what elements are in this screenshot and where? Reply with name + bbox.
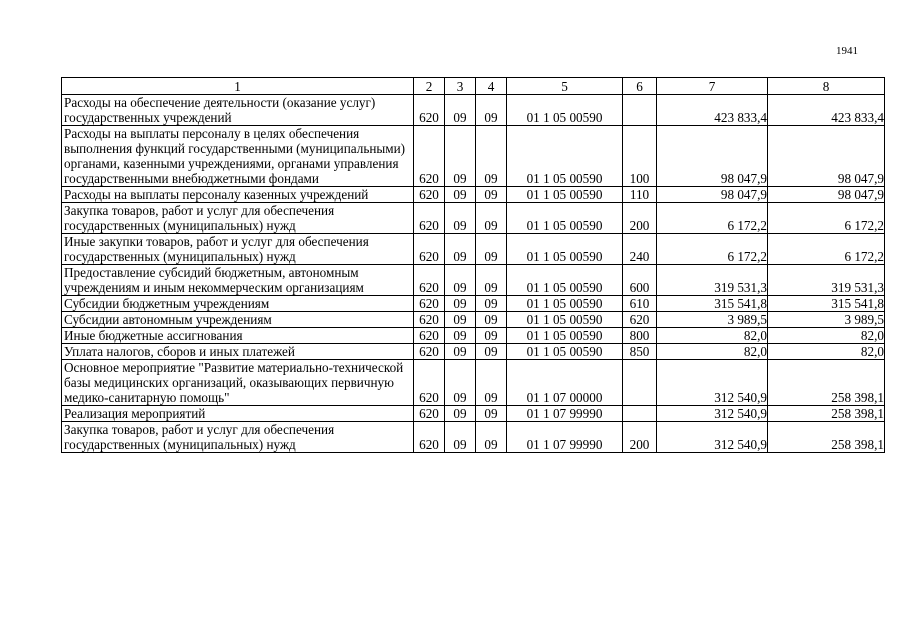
cell-description: Иные бюджетные ассигнования (62, 328, 414, 344)
cell-amount-year1: 82,0 (657, 344, 768, 360)
table-row (62, 422, 885, 453)
cell-subsection: 09 (476, 422, 507, 453)
cell-subsection: 09 (476, 406, 507, 422)
cell-description: Расходы на выплаты персоналу казенных учреждений (62, 187, 414, 203)
cell-amount-year2: 98 047,9 (768, 126, 885, 187)
cell-amount-year1: 312 540,9 (657, 422, 768, 453)
cell-expense-type (623, 360, 657, 406)
table-row (62, 406, 885, 422)
cell-expense-type: 800 (623, 328, 657, 344)
cell-amount-year2: 3 989,5 (768, 312, 885, 328)
cell-target-article: 01 1 05 00590 (507, 328, 623, 344)
cell-amount-year2: 423 833,4 (768, 95, 885, 126)
header-cell: 3 (445, 78, 476, 95)
cell-section: 09 (445, 344, 476, 360)
cell-ministry-code: 620 (414, 422, 445, 453)
cell-description: Закупка товаров, работ и услуг для обеспечения государственных (муниципальных) нужд (62, 203, 414, 234)
cell-subsection: 09 (476, 344, 507, 360)
cell-amount-year1: 6 172,2 (657, 203, 768, 234)
table-row (62, 203, 885, 234)
cell-section: 09 (445, 234, 476, 265)
cell-subsection: 09 (476, 234, 507, 265)
cell-expense-type: 240 (623, 234, 657, 265)
cell-amount-year2: 6 172,2 (768, 234, 885, 265)
cell-description: Предоставление субсидий бюджетным, автономным учреждениям и иным некоммерческим организациям (62, 265, 414, 296)
header-cell: 6 (623, 78, 657, 95)
cell-amount-year1: 315 541,8 (657, 296, 768, 312)
cell-ministry-code: 620 (414, 203, 445, 234)
cell-section: 09 (445, 203, 476, 234)
cell-section: 09 (445, 422, 476, 453)
cell-subsection: 09 (476, 126, 507, 187)
cell-ministry-code: 620 (414, 126, 445, 187)
cell-description: Закупка товаров, работ и услуг для обеспечения государственных (муниципальных) нужд (62, 422, 414, 453)
table-row (62, 187, 885, 203)
cell-description: Субсидии бюджетным учреждениям (62, 296, 414, 312)
cell-subsection: 09 (476, 296, 507, 312)
page-number: 1941 (836, 45, 858, 57)
cell-amount-year2: 6 172,2 (768, 203, 885, 234)
table-row (62, 328, 885, 344)
cell-target-article: 01 1 05 00590 (507, 95, 623, 126)
cell-amount-year2: 98 047,9 (768, 187, 885, 203)
cell-amount-year2: 82,0 (768, 344, 885, 360)
header-cell: 2 (414, 78, 445, 95)
cell-amount-year1: 98 047,9 (657, 187, 768, 203)
cell-target-article: 01 1 05 00590 (507, 312, 623, 328)
cell-expense-type: 610 (623, 296, 657, 312)
header-cell: 7 (657, 78, 768, 95)
cell-section: 09 (445, 328, 476, 344)
cell-description: Субсидии автономным учреждениям (62, 312, 414, 328)
cell-ministry-code: 620 (414, 328, 445, 344)
cell-ministry-code: 620 (414, 344, 445, 360)
cell-target-article: 01 1 05 00590 (507, 126, 623, 187)
cell-target-article: 01 1 05 00590 (507, 234, 623, 265)
table-row (62, 126, 885, 187)
cell-expense-type: 620 (623, 312, 657, 328)
table-row (62, 95, 885, 126)
cell-amount-year2: 258 398,1 (768, 360, 885, 406)
cell-expense-type (623, 406, 657, 422)
cell-subsection: 09 (476, 360, 507, 406)
cell-subsection: 09 (476, 95, 507, 126)
header-cell: 8 (768, 78, 885, 95)
cell-target-article: 01 1 05 00590 (507, 296, 623, 312)
cell-description: Расходы на выплаты персоналу в целях обеспечения выполнения функций государственными (муниципальными) органами, казенными учреждениями, органами управления государственными внебюджетными фондами (62, 126, 414, 187)
cell-target-article: 01 1 05 00590 (507, 203, 623, 234)
cell-expense-type: 200 (623, 422, 657, 453)
cell-ministry-code: 620 (414, 265, 445, 296)
cell-ministry-code: 620 (414, 360, 445, 406)
cell-expense-type (623, 95, 657, 126)
table-row (62, 296, 885, 312)
table-row (62, 265, 885, 296)
cell-ministry-code: 620 (414, 234, 445, 265)
cell-subsection: 09 (476, 203, 507, 234)
cell-amount-year2: 319 531,3 (768, 265, 885, 296)
cell-amount-year2: 315 541,8 (768, 296, 885, 312)
cell-amount-year1: 312 540,9 (657, 406, 768, 422)
cell-subsection: 09 (476, 265, 507, 296)
cell-target-article: 01 1 05 00590 (507, 344, 623, 360)
cell-description: Уплата налогов, сборов и иных платежей (62, 344, 414, 360)
cell-section: 09 (445, 406, 476, 422)
cell-target-article: 01 1 05 00590 (507, 265, 623, 296)
cell-section: 09 (445, 296, 476, 312)
cell-section: 09 (445, 265, 476, 296)
cell-amount-year2: 82,0 (768, 328, 885, 344)
cell-description: Реализация мероприятий (62, 406, 414, 422)
header-row (62, 78, 885, 95)
cell-description: Расходы на обеспечение деятельности (оказание услуг) государственных учреждений (62, 95, 414, 126)
cell-subsection: 09 (476, 312, 507, 328)
cell-section: 09 (445, 187, 476, 203)
budget-table (61, 77, 885, 453)
cell-ministry-code: 620 (414, 406, 445, 422)
cell-expense-type: 600 (623, 265, 657, 296)
cell-ministry-code: 620 (414, 312, 445, 328)
cell-expense-type: 100 (623, 126, 657, 187)
cell-expense-type: 200 (623, 203, 657, 234)
cell-ministry-code: 620 (414, 95, 445, 126)
cell-target-article: 01 1 05 00590 (507, 187, 623, 203)
cell-amount-year1: 423 833,4 (657, 95, 768, 126)
table-row (62, 360, 885, 406)
cell-target-article: 01 1 07 99990 (507, 406, 623, 422)
cell-target-article: 01 1 07 99990 (507, 422, 623, 453)
cell-section: 09 (445, 95, 476, 126)
cell-amount-year1: 319 531,3 (657, 265, 768, 296)
cell-section: 09 (445, 126, 476, 187)
cell-amount-year2: 258 398,1 (768, 422, 885, 453)
cell-target-article: 01 1 07 00000 (507, 360, 623, 406)
cell-ministry-code: 620 (414, 187, 445, 203)
cell-amount-year1: 312 540,9 (657, 360, 768, 406)
cell-description: Основное мероприятие "Развитие материально-технической базы медицинских организаций, оказывающих первичную медико-санитарную помощь" (62, 360, 414, 406)
cell-amount-year1: 3 989,5 (657, 312, 768, 328)
table-row (62, 312, 885, 328)
cell-section: 09 (445, 312, 476, 328)
cell-subsection: 09 (476, 187, 507, 203)
cell-amount-year1: 6 172,2 (657, 234, 768, 265)
cell-expense-type: 110 (623, 187, 657, 203)
header-cell: 1 (62, 78, 414, 95)
cell-amount-year1: 82,0 (657, 328, 768, 344)
header-cell: 5 (507, 78, 623, 95)
cell-description: Иные закупки товаров, работ и услуг для обеспечения государственных (муниципальных) нужд (62, 234, 414, 265)
cell-amount-year1: 98 047,9 (657, 126, 768, 187)
cell-expense-type: 850 (623, 344, 657, 360)
cell-section: 09 (445, 360, 476, 406)
cell-subsection: 09 (476, 328, 507, 344)
header-cell: 4 (476, 78, 507, 95)
table-row (62, 234, 885, 265)
cell-amount-year2: 258 398,1 (768, 406, 885, 422)
cell-ministry-code: 620 (414, 296, 445, 312)
table-row (62, 344, 885, 360)
